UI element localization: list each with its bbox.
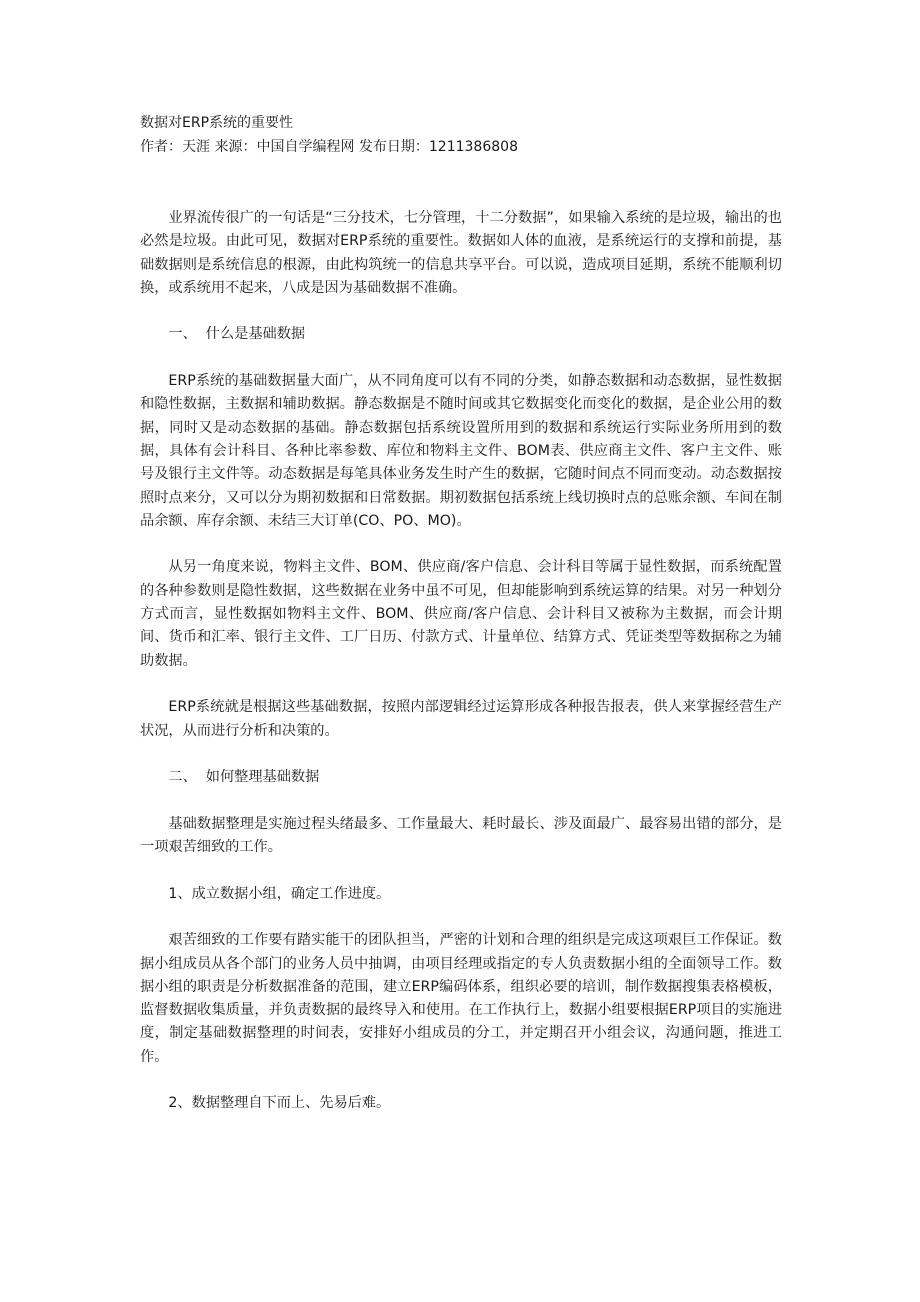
subsection-heading-2: 2、数据整理自下而上、先易后难。: [168, 1095, 391, 1112]
paragraph-data-organization: 基础数据整理是实施过程头绪最多、工作量最大、耗时最长、涉及面最广、最容易出错的部分，是一项艰苦细致的工作。: [140, 815, 782, 856]
paragraph-explicit-implicit-data: 从另一角度来说，物料主文件、BOM、供应商/客户信息、会计科目等属于显性数据，而系统配置的各种参数则是隐性数据，这些数据在业务中虽不可见，但却能影响到系统运算的结果。对另一种划分方式而言，显性数据如物料主文件、BOM、供应商/客户信息、会计科目又被称为主数据，而会计期间、货币和汇率、银行主文件、工厂日历、付款方式、计量单位、结算方式、凭证类型等数据称之为辅助数据。: [140, 559, 782, 669]
paragraph-basic-data-types: ERP系统的基础数据量大面广，从不同角度可以有不同的分类，如静态数据和动态数据，显性数据和隐性数据，主数据和辅助数据。静态数据是不随时间或其它数据变化而变化的数据，是企业公用的数据，同时又是动态数据的基础。静态数据包括系统设置所用到的数据和系统运行实际业务所用到的数据，具体有会计科目、各种比率参数、库位和物料主文件、BOM表、供应商主文件、客户主文件、账号及银行主文件等。动态数据是每笔具体业务发生时产生的数据，它随时间点不同而变动。动态数据按照时点来分，又可以分为期初数据和日常数据。期初数据包括系统上线切换时点的总账余额、车间在制品余额、库存余额、未结三大订单(CO、PO、MO)。: [140, 373, 782, 529]
subsection-heading-1: 1、成立数据小组，确定工作进度。: [168, 885, 391, 902]
paragraph-data-team: 艰苦细致的工作要有踏实能干的团队担当，严密的计划和合理的组织是完成这项艰巨工作保证。数据小组成员从各个部门的业务人员中抽调，由项目经理或指定的专人负责数据小组的全面领导工作。数据小组的职责是分析数据准备的范围，建立ERP编码体系，组织必要的培训，制作数据搜集表格模板，监督数据收集质量，并负责数据的最终导入和使用。在工作执行上，数据小组要根据ERP项目的实施进度，制定基础数据整理的时间表，安排好小组成员的分工，并定期召开小组会议，沟通问题，推进工作。: [140, 932, 782, 1065]
paragraph-erp-reports: ERP系统就是根据这些基础数据，按照内部逻辑经过运算形成各种报告报表，供人来掌握经营生产状况，从而进行分析和决策的。: [140, 699, 782, 739]
paragraph-intro: 业界流传很广的一句话是“三分技术，七分管理，十二分数据”，如果输入系统的是垃圾，输出的也必然是垃圾。由此可见，数据对ERP系统的重要性。数据如人体的血液，是系统运行的支撑和前提，基础数据则是系统信息的根源，由此构筑统一的信息共享平台。可以说，造成项目延期，系统不能顺利切换，或系统用不起来，八成是因为基础数据不准确。: [140, 210, 782, 296]
section-heading-2: 二、 如何整理基础数据: [168, 769, 320, 786]
article-body: [140, 207, 782, 1139]
document-meta: 作者：天涯 来源：中国自学编程网 发布日期：1211386808: [140, 139, 518, 155]
section-heading-1: 一、 什么是基础数据: [168, 326, 306, 343]
document-title: 数据对ERP系统的重要性: [140, 115, 294, 131]
